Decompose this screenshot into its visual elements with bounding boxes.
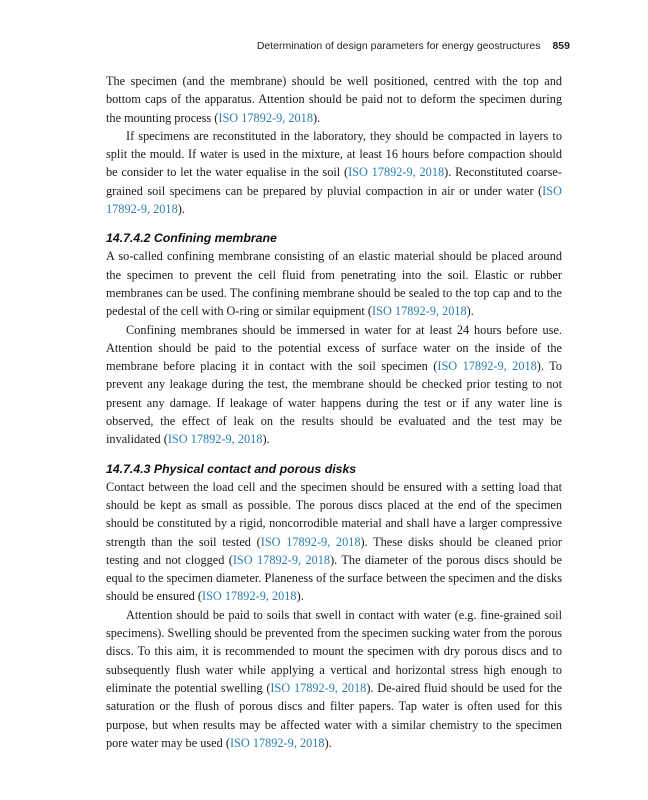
citation-link[interactable]: ISO 17892-9, 2018 (106, 183, 562, 217)
citation-link[interactable]: ISO 17892-9, 2018 (437, 359, 537, 374)
citation-link[interactable]: ISO 17892-9, 2018 (348, 165, 445, 180)
page-body (106, 72, 562, 752)
paragraph: Contact between the load cell and the specimen should be ensured with a setting load that should be kept as small as possible. The porous discs placed at the end of the specimen should be constituted by a rigid, noncorrodible material and shall have a larger compressive strength than the soil tested (ISO 17892-9, 2018). These disks should be cleaned prior testing and not clogged (ISO 17892-9, 2018). The diameter of the porous discs should be equal to the specimen diameter. Planeness of the surface between the specimen and the disks should be ensured (ISO 17892-9, 2018). (106, 479, 562, 604)
running-header (257, 40, 570, 52)
section-heading: 14.7.4.2 Confining membrane (106, 231, 277, 246)
citation-link[interactable]: ISO 17892-9, 2018 (201, 589, 297, 604)
paragraph: The specimen (and the membrane) should be well positioned, centred with the top and bottom caps of the apparatus. Attention should be paid not to deform the specimen during the mounting process (ISO 17892-9, 2018). (106, 74, 562, 125)
citation-link[interactable]: ISO 17892-9, 2018 (260, 534, 361, 549)
paragraph: Confining membranes should be immersed in water for at least 24 hours before use. Attention should be paid to the potential excess of surface water on the inside of the membrane before placing it in contact with the soil specimen (ISO 17892-9, 2018). To prevent any leakage during the test, the membrane should be checked prior testing to not present any damage. If leakage of water happens during the test or if any water line is observed, the effect of leak on the results should be evaluated and the test may be invalidated (ISO 17892-9, 2018). (106, 322, 562, 447)
paragraph: A so-called confining membrane consisting of an elastic material should be placed around the specimen to prevent the cell fluid from penetrating into the soil. Elastic or rubber membranes can be used. The confining membrane should be sealed to the top cap and to the pedestal of the cell with O-ring or similar equipment (ISO 17892-9, 2018). (106, 249, 562, 319)
paragraph: Attention should be paid to soils that swell in contact with water (e.g. fine-grained soil specimens). Swelling should be prevented from the specimen sucking water from the porous discs. To this aim, it is recommended to mount the specimen with dry porous discs and to subsequently flush water while applying a vertical and horizontal stress high enough to eliminate the potential swelling (ISO 17892-9, 2018). De-aired fluid should be used for the saturation or the flush of porous discs and filter papers. Tap water is often used for this purpose, but when results may be affected water with a similar chemistry to the specimen pore water may be used (ISO 17892-9, 2018). (106, 607, 562, 750)
citation-link[interactable]: ISO 17892-9, 2018 (229, 735, 325, 750)
section-heading: 14.7.4.3 Physical contact and porous disks (106, 461, 357, 476)
citation-link[interactable]: ISO 17892-9, 2018 (232, 552, 331, 567)
citation-link[interactable]: ISO 17892-9, 2018 (218, 110, 313, 125)
citation-link[interactable]: ISO 17892-9, 2018 (372, 304, 467, 319)
citation-link[interactable]: ISO 17892-9, 2018 (270, 680, 367, 695)
running-title: Determination of design parameters for energy geostructures (256, 40, 541, 52)
citation-link[interactable]: ISO 17892-9, 2018 (167, 432, 263, 447)
paragraph: If specimens are reconstituted in the laboratory, they should be compacted in layers to split the mould. If water is used in the mixture, at least 16 hours before compaction should be consider to let the water equalise in the soil (ISO 17892-9, 2018). Reconstituted coarse-grained soil specimens can be prepared by pluvial compaction in air or under water (ISO 17892-9, 2018). (106, 128, 562, 217)
page-number: 859 (552, 40, 570, 52)
